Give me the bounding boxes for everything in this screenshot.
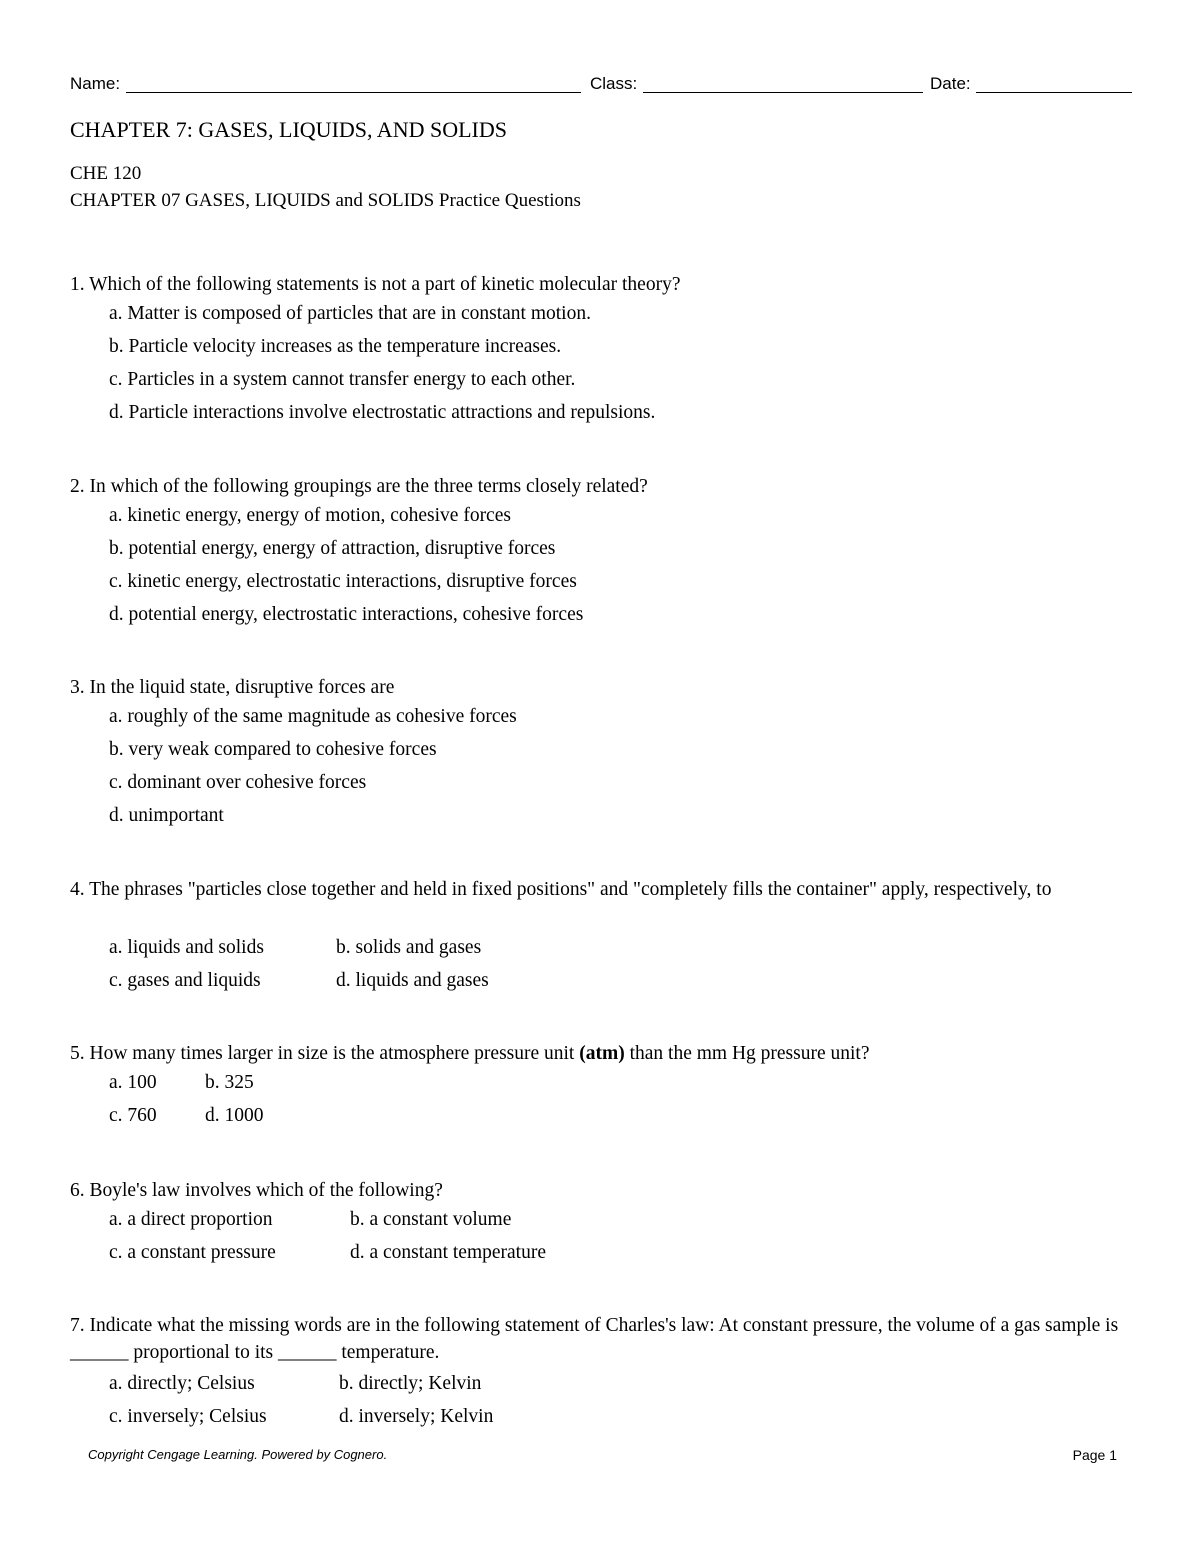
answer-option: b. Particle velocity increases as the temperature increases. (109, 336, 562, 357)
date-label: Date: (930, 74, 971, 93)
page-number: Page 1 (1072, 1447, 1117, 1463)
question-stem: 6. Boyle's law involves which of the following? (70, 1180, 443, 1201)
answer-option: b. directly; Kelvin (339, 1373, 482, 1394)
answer-option: c. dominant over cohesive forces (109, 772, 367, 793)
class-label: Class: (590, 74, 638, 93)
question-3 (70, 674, 517, 826)
answer-option: d. a constant temperature (350, 1242, 546, 1263)
question-stem: 4. The phrases "particles close together and held in fixed positions" and "completely fills the container" apply, respectively, to (70, 879, 1052, 900)
answer-option: a. 100 (109, 1072, 157, 1093)
answer-option: b. very weak compared to cohesive forces (109, 739, 437, 760)
chapter-title: CHAPTER 7: GASES, LIQUIDS, AND SOLIDS (70, 117, 507, 142)
name-label: Name: (70, 74, 121, 93)
answer-option: a. directly; Celsius (109, 1373, 255, 1394)
question-stem: 7. Indicate what the missing words are in the following statement of Charles's law: At constant pressure, the volume of a gas sample is ______ proportional to its ______ temperature. (70, 1315, 1119, 1363)
question-stem: 3. In the liquid state, disruptive forces are (70, 677, 395, 698)
question-stem-text: 5. How many times larger in size is the atmosphere pressure unit (70, 1043, 580, 1064)
answer-option: b. 325 (205, 1072, 254, 1093)
question-4 (70, 876, 1130, 991)
answer-option: c. 760 (109, 1105, 157, 1126)
answer-option: d. unimportant (109, 805, 224, 826)
answer-option: d. 1000 (205, 1105, 264, 1126)
answer-option: c. Particles in a system cannot transfer energy to each other. (109, 369, 576, 390)
question-stem: 2. In which of the following groupings are the three terms closely related? (70, 476, 648, 497)
answer-option: a. Matter is composed of particles that are in constant motion. (109, 303, 591, 324)
answer-option: a. roughly of the same magnitude as cohesive forces (109, 706, 517, 727)
question-stem-text: than the mm Hg pressure unit? (624, 1043, 870, 1064)
question-2 (70, 473, 648, 625)
answer-option: d. potential energy, electrostatic interactions, cohesive forces (109, 604, 584, 625)
answer-option: c. gases and liquids (109, 970, 261, 991)
question-stem (70, 1040, 870, 1067)
answer-option: c. a constant pressure (109, 1242, 276, 1263)
answer-option: b. potential energy, energy of attraction, disruptive forces (109, 538, 556, 559)
answer-option: c. kinetic energy, electrostatic interactions, disruptive forces (109, 571, 577, 592)
question-stem: 1. Which of the following statements is not a part of kinetic molecular theory? (70, 274, 681, 295)
answer-option: d. liquids and gases (336, 970, 489, 991)
answer-option: d. Particle interactions involve electrostatic attractions and repulsions. (109, 402, 656, 423)
answer-option: a. kinetic energy, energy of motion, cohesive forces (109, 505, 511, 526)
answer-option: a. a direct proportion (109, 1209, 273, 1230)
answer-option: a. liquids and solids (109, 937, 264, 958)
question-5 (70, 1040, 870, 1126)
answer-option: b. solids and gases (336, 937, 482, 958)
date-field[interactable] (976, 92, 1132, 93)
course-code: CHE 120 (70, 163, 142, 184)
student-info-header (70, 72, 1132, 96)
class-field[interactable] (643, 92, 923, 93)
name-field[interactable] (126, 92, 581, 93)
document-subtitle: CHAPTER 07 GASES, LIQUIDS and SOLIDS Practice Questions (70, 190, 581, 211)
question-6 (70, 1177, 546, 1263)
answer-option: c. inversely; Celsius (109, 1406, 267, 1427)
atm-unit-bold: (atm) (579, 1043, 625, 1064)
question-1 (70, 271, 681, 423)
question-7 (70, 1312, 1130, 1427)
answer-option: d. inversely; Kelvin (339, 1406, 494, 1427)
copyright-footer: Copyright Cengage Learning. Powered by Cognero. (88, 1447, 388, 1462)
answer-option: b. a constant volume (350, 1209, 512, 1230)
